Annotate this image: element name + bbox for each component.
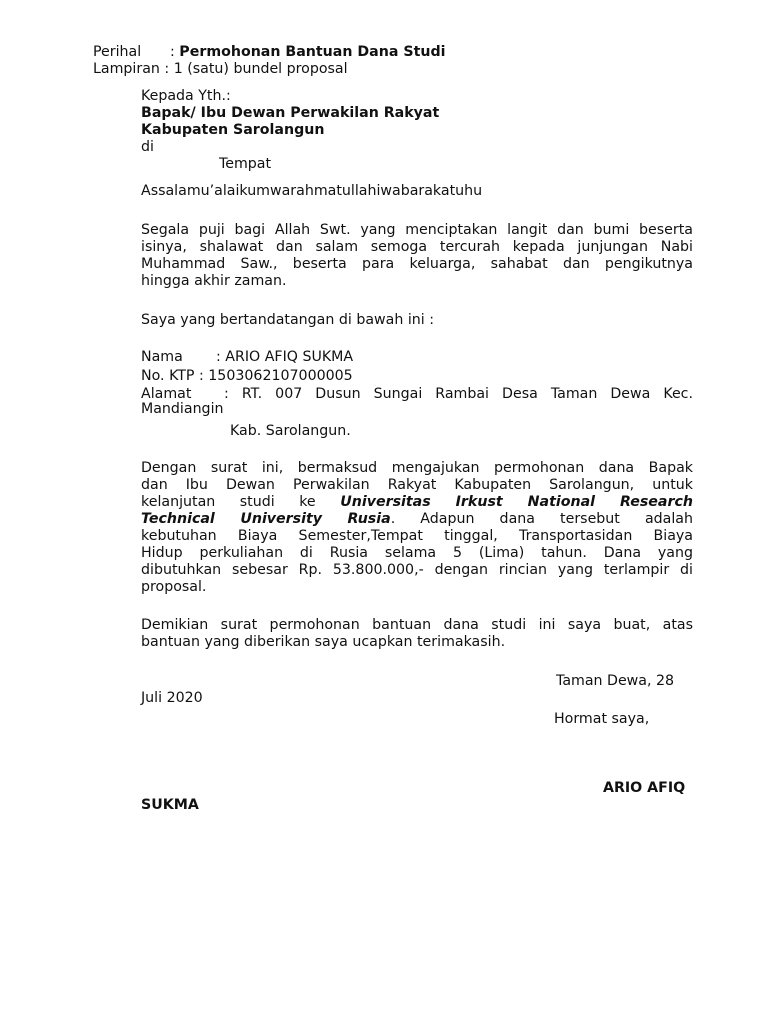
request-line xyxy=(141,494,693,511)
opening-line: hingga akhir zaman. xyxy=(141,273,287,289)
request-line: proposal. xyxy=(141,579,207,595)
alamat-line-2: Mandiangin xyxy=(141,401,224,417)
university-name-cont: Technical University Rusia xyxy=(141,511,391,527)
closing-line: Demikian surat permohonan bantuan dana studi ini saya buat, atas xyxy=(141,617,693,633)
alamat-value-block xyxy=(224,386,693,403)
signer-name-part-1: ARIO AFIQ xyxy=(603,780,686,796)
opening-paragraph xyxy=(141,222,693,290)
nama-value: : ARIO AFIQ SUKMA xyxy=(216,349,354,365)
perihal-sep: : xyxy=(170,44,175,60)
alamat-value: : RT. 007 Dusun Sungai Rambai Desa Taman Dewa Kec. xyxy=(224,386,693,402)
lampiran-sep: : xyxy=(164,61,170,77)
perihal-line xyxy=(93,44,141,61)
recipient-di: di xyxy=(141,139,154,155)
request-paragraph xyxy=(141,460,693,596)
signer-name-part-2: SUKMA xyxy=(141,797,199,813)
request-line: Hidup perkuliahan di Rusia selama 5 (Lima) tahun. Dana yang xyxy=(141,545,693,561)
request-line: Dengan surat ini, bermaksud mengajukan permohonan dana Bapak xyxy=(141,460,693,476)
request-text: . Adapun dana tersebut adalah xyxy=(390,511,693,527)
nama-label: Nama xyxy=(141,349,183,365)
lampiran-label: Lampiran xyxy=(93,61,160,77)
regards: Hormat saya, xyxy=(554,711,650,727)
date-continuation: Juli 2020 xyxy=(141,690,203,706)
alamat-line-3: Kab. Sarolangun. xyxy=(230,423,351,439)
recipient-tempat: Tempat xyxy=(219,156,272,172)
opening-line: isinya, shalawat dan salam semoga tercurah kepada junjungan Nabi xyxy=(141,239,693,255)
opening-line: Muhammad Saw., beserta para keluarga, sahabat dan pengikutnya xyxy=(141,256,693,272)
request-line: kebutuhan Biaya Semester,Tempat tinggal, Transportasidan Biaya xyxy=(141,528,693,544)
alamat-label: Alamat xyxy=(141,386,192,402)
lampiran-line xyxy=(93,61,348,78)
closing-paragraph xyxy=(141,617,693,651)
request-line xyxy=(141,511,693,528)
request-line: dan Ibu Dewan Perwakilan Rakyat Kabupaten Sarolangun, untuk xyxy=(141,477,693,493)
opening-line: Segala puji bagi Allah Swt. yang menciptakan langit dan bumi beserta xyxy=(141,222,693,238)
salam: Assalamu’alaikumwarahmatullahiwabarakatuhu xyxy=(141,183,483,199)
lampiran-value: 1 (satu) bundel proposal xyxy=(173,61,348,77)
closing-line: bantuan yang diberikan saya ucapkan terimakasih. xyxy=(141,634,506,650)
recipient-line-1: Bapak/ Ibu Dewan Perwakilan Rakyat xyxy=(141,105,440,121)
university-name: Universitas Irkust National Research xyxy=(340,494,693,510)
intro-line: Saya yang bertandatangan di bawah ini : xyxy=(141,312,434,328)
perihal-value-line xyxy=(170,44,445,61)
request-text: kelanjutan studi ke xyxy=(141,494,316,510)
recipient-greeting: Kepada Yth.: xyxy=(141,88,231,104)
request-line: dibutuhkan sebesar Rp. 53.800.000,- dengan rincian yang terlampir di xyxy=(141,562,693,578)
recipient-line-2: Kabupaten Sarolangun xyxy=(141,122,325,138)
place-date: Taman Dewa, 28 xyxy=(556,673,675,689)
perihal-label: Perihal xyxy=(93,44,142,60)
ktp-line: No. KTP : 1503062107000005 xyxy=(141,368,353,384)
perihal-value: Permohonan Bantuan Dana Studi xyxy=(179,44,446,60)
